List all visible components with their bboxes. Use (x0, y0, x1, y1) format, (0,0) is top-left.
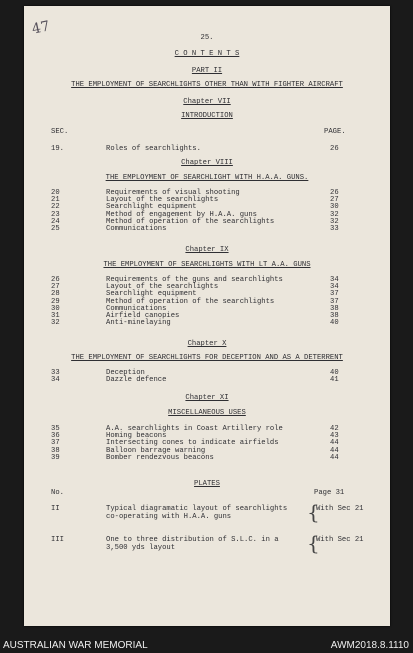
entry-title: Deception (106, 369, 145, 377)
entry-title: Method of engagement by H.A.A. guns (106, 210, 257, 219)
entry-title: Communications (106, 225, 167, 233)
footer-right: AWM2018.8.1110 (330, 640, 409, 651)
entry-page: 41 (330, 376, 339, 385)
entry-page: 40 (330, 319, 339, 328)
entry-sec: 25 (51, 225, 60, 233)
entry-sec: 26 (51, 276, 60, 284)
brace-icon: { (307, 531, 320, 555)
chapter-heading: Chapter VIII (181, 159, 233, 167)
chapter-heading: Chapter X (187, 340, 227, 348)
entry-sec: 24 (51, 217, 60, 226)
chapter-subtitle: THE EMPLOYMENT OF SEARCHLIGHTS FOR DECEPTION AND AS A DETERRENT (71, 354, 343, 362)
entry-page: 44 (330, 439, 339, 448)
entry-page: 44 (330, 446, 339, 455)
handwritten-mark: 47 (30, 18, 52, 38)
entry-page: 34 (330, 283, 339, 292)
entry-title: Requirements of the guns and searchlights (106, 276, 283, 284)
entry-sec: 37 (51, 439, 60, 448)
plates-page-label: Page 31 (314, 489, 345, 497)
entry-sec: 35 (51, 425, 60, 433)
entry-title: Communications (106, 304, 167, 313)
plates-heading: PLATES (194, 480, 220, 488)
plate-number: II (51, 505, 60, 513)
entry-page: 26 (330, 145, 339, 153)
chapter-heading: Chapter IX (185, 246, 229, 254)
chapter-heading: Chapter XI (185, 394, 229, 402)
entry-title: Bomber rendezvous beacons (106, 453, 214, 462)
entry-sec: 19. (51, 145, 64, 153)
entry-page: 26 (330, 189, 339, 197)
entry-sec: 39 (51, 453, 60, 462)
entry-title: Airfield canopies (106, 312, 180, 320)
entry-sec: 34 (51, 376, 60, 385)
footer-bar (0, 638, 413, 653)
entry-page: 43 (330, 432, 339, 441)
entry-page: 33 (330, 225, 339, 233)
entry-sec: 33 (51, 369, 60, 377)
plate-ref: With Sec 21 (316, 536, 364, 544)
entry-page: 44 (330, 453, 339, 462)
entry-page: 30 (330, 203, 339, 212)
entry-page: 38 (330, 312, 339, 320)
entry-sec: 32 (51, 319, 60, 328)
chapter-heading: Chapter VII (183, 98, 231, 106)
plate-ref: With Sec 21 (316, 505, 364, 513)
entry-sec: 21 (51, 196, 60, 205)
entry-sec: 38 (51, 446, 60, 455)
chapter-subtitle: MISCELLANEOUS USES (168, 409, 246, 417)
entry-title: Dazzle defence (106, 376, 167, 385)
entry-sec: 22 (51, 203, 60, 212)
entry-title: Balloon barrage warning (106, 446, 206, 455)
brace-icon: { (307, 500, 320, 524)
chapter-subtitle: THE EMPLOYMENT OF SEARCHLIGHT WITH H.A.A. GUNS. (105, 174, 309, 182)
part-title: THE EMPLOYMENT OF SEARCHLIGHTS OTHER THAN WITH FIGHTER AIRCRAFT (71, 81, 343, 89)
contents-title: C O N T E N T S (174, 50, 240, 58)
sec-column-label: SEC. (51, 128, 69, 136)
entry-page: 32 (330, 210, 339, 219)
plate-title-line1: One to three distribution of S.L.C. in a (106, 536, 279, 544)
entry-page: 42 (330, 425, 339, 433)
footer-left: AUSTRALIAN WAR MEMORIAL (3, 640, 148, 651)
entry-sec: 30 (51, 304, 60, 313)
entry-title: Roles of searchlights. (106, 145, 201, 153)
page-number: 25. (200, 34, 214, 42)
chapter-subtitle: THE EMPLOYMENT OF SEARCHLIGHTS WITH LT A.A. GUNS (103, 261, 311, 269)
entry-title: Searchlight equipment (106, 203, 197, 212)
chapter-subtitle: INTRODUCTION (181, 112, 233, 120)
entry-page: 27 (330, 196, 339, 205)
entry-sec: 31 (51, 312, 60, 320)
entry-title: Intersecting cones to indicate airfields (106, 439, 279, 448)
entry-page: 37 (330, 297, 339, 306)
entry-title: Layout of the searchlights (106, 283, 219, 292)
plate-title-line2: co-operating with H.A.A. guns (106, 513, 232, 521)
entry-page: 38 (330, 304, 339, 313)
plate-number: III (51, 536, 64, 544)
plate-title-line2: 3,500 yds layout (106, 544, 176, 552)
entry-page: 34 (330, 276, 339, 284)
page-column-label: PAGE. (324, 128, 346, 136)
entry-page: 37 (330, 290, 339, 299)
entry-title: Anti-minelaying (106, 319, 171, 328)
entry-title: Homing beacons (106, 432, 167, 441)
entry-title: A.A. searchlights in Coast Artillery role (106, 425, 283, 433)
entry-sec: 20 (51, 189, 60, 197)
entry-title: Layout of the searchlights (106, 196, 219, 205)
entry-title: Requirements of visual shooting (106, 189, 240, 197)
entry-sec: 27 (51, 283, 60, 292)
entry-title: Method of operation of the searchlights (106, 297, 275, 306)
entry-sec: 29 (51, 297, 60, 306)
entry-title: Method of operation of the searchlights (106, 217, 275, 226)
entry-page: 40 (330, 369, 339, 377)
entry-sec: 28 (51, 290, 60, 299)
entry-page: 32 (330, 217, 339, 226)
document-page (24, 6, 390, 626)
entry-title: Searchlight equipment (106, 290, 197, 299)
plates-no-label: No. (51, 489, 64, 497)
entry-sec: 23 (51, 210, 60, 219)
part-heading: PART II (191, 67, 223, 75)
entry-sec: 36 (51, 432, 60, 441)
plate-title-line1: Typical diagramatic layout of searchlights (106, 505, 288, 513)
